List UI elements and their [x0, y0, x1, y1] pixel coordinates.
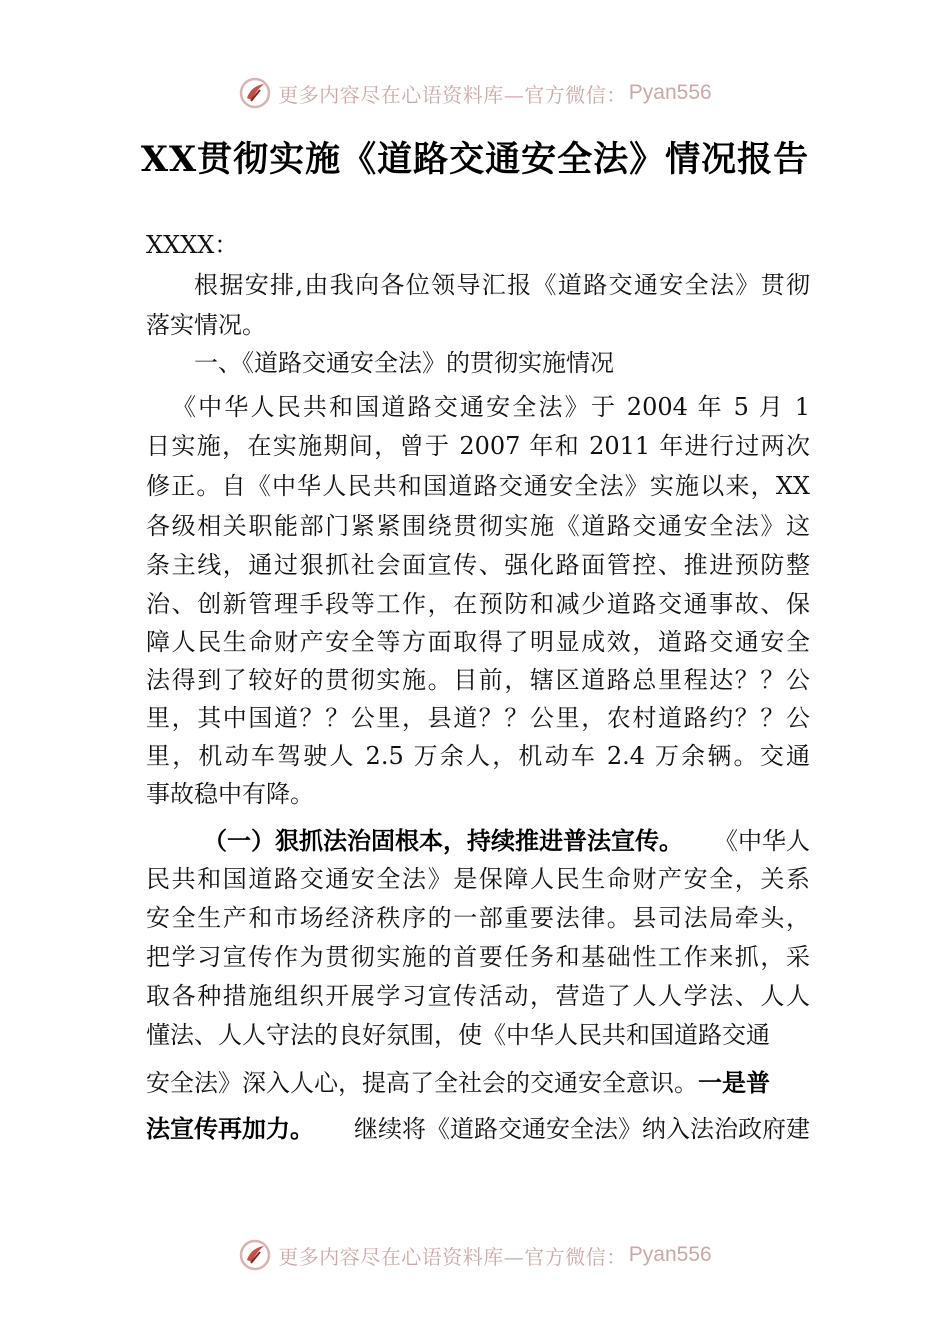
- bold-phrase: 法宣传再加力。: [146, 1115, 314, 1143]
- paragraph-line-mixed: [146, 1064, 770, 1102]
- brand-logo-icon: [238, 76, 272, 110]
- paragraph-line: 日实施，在实施期间，曾于 2007 年和 2011 年进行过两次: [146, 432, 810, 460]
- watermark-text: 更多内容尽在心语资料库—官方微信：: [278, 82, 627, 107]
- document-title: XX贯彻实施《道路交通安全法》情况报告: [140, 139, 810, 180]
- intro-line-2: 落实情况。: [146, 311, 266, 339]
- subsection-heading: （一）狠抓法治固根本，持续推进普法宣传。: [203, 827, 683, 855]
- paragraph-line: 障人民生命财产安全等方面取得了明显成效，道路交通安全: [146, 628, 810, 656]
- paragraph-line: 取各种措施组织开展学习宣传活动，营造了人人学法、人人: [146, 982, 810, 1010]
- paragraph-line: 事故稳中有降。: [146, 780, 314, 808]
- brand-logo-icon: [238, 1238, 272, 1272]
- salutation: XXXX：: [146, 231, 239, 259]
- paragraph-line: 治、创新管理手段等工作，在预防和减少道路交通事故、保: [146, 590, 810, 618]
- paragraph-line: 里，其中国道？？公里，县道？？公里，农村道路约？？公: [146, 704, 810, 732]
- watermark-id: Pyan556: [628, 1243, 712, 1266]
- paragraph-line: 安全生产和市场经济秩序的一部重要法律。县司法局牵头，: [146, 904, 810, 932]
- watermark-id: Pyan556: [628, 81, 712, 104]
- paragraph-line: 法得到了较好的贯彻实施。目前，辖区道路总里程达？？公: [146, 666, 810, 694]
- subsection-first-line: [203, 822, 810, 860]
- paragraph-line: 《中华人民共和国道路交通安全法》于 2004 年 5 月 1: [172, 393, 810, 421]
- paragraph-line: 民共和国道路交通安全法》是保障人民生命财产安全，关系: [146, 865, 810, 893]
- intro-line-1: 根据安排,由我向各位领导汇报《道路交通安全法》贯彻: [194, 271, 810, 299]
- watermark-banner-top: [0, 73, 950, 113]
- paragraph-line: 里，机动车驾驶人 2.5 万余人，机动车 2.4 万余辆。交通: [146, 742, 810, 770]
- paragraph-text: 继续将《道路交通安全法》纳入法治政府建: [354, 1115, 810, 1143]
- paragraph-line-mixed: [146, 1110, 810, 1148]
- paragraph-line: 把学习宣传作为贯彻实施的首要任务和基础性工作来抓，采: [146, 943, 810, 971]
- watermark-banner-bottom: [0, 1235, 950, 1275]
- subsection-first-rest: 《中华人: [714, 827, 810, 855]
- paragraph-line: 修正。自《中华人民共和国道路交通安全法》实施以来，XX: [146, 472, 810, 500]
- paragraph-line: 条主线，通过狠抓社会面宣传、强化路面管控、推进预防整: [146, 551, 810, 579]
- paragraph-text: 安全法》深入人心，提高了全社会的交通安全意识。: [146, 1069, 698, 1097]
- watermark-text: 更多内容尽在心语资料库—官方微信：: [278, 1244, 627, 1269]
- paragraph-line: 懂法、人人守法的良好氛围，使《中华人民共和国道路交通: [146, 1021, 770, 1049]
- section-heading: 一、《道路交通安全法》的贯彻实施情况: [194, 349, 614, 377]
- paragraph-line: 各级相关职能部门紧紧围绕贯彻实施《道路交通安全法》这: [146, 512, 810, 540]
- bold-phrase: 一是普: [698, 1069, 770, 1097]
